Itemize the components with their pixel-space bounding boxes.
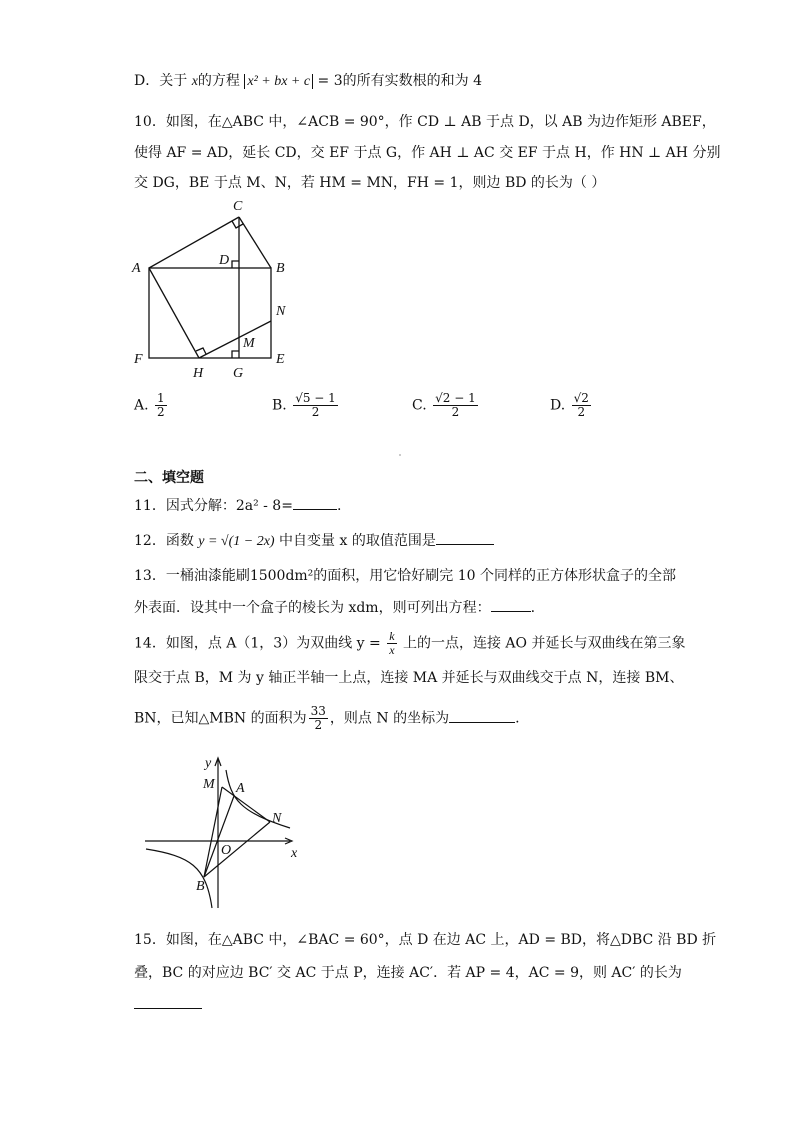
option-letter: D． xyxy=(134,73,160,89)
label-b: B xyxy=(276,261,285,276)
label-a: A xyxy=(132,261,141,276)
fraction xyxy=(155,392,167,419)
q12 xyxy=(134,530,494,552)
numerator: 33 xyxy=(310,704,326,718)
option-letter: C. xyxy=(412,397,427,414)
fraction-k-over-x xyxy=(387,630,396,657)
q10-figure xyxy=(130,192,430,392)
text: 的所有实数根的和为 4 xyxy=(342,73,482,89)
q14-line-3-after: ，则点 N 的坐标为 xyxy=(329,710,450,727)
q10-line-2: 使得 AF = AD，延长 CD，交 EF 于点 G，作 AH ⊥ AC 交 EF 于点 H，作 HN ⊥ AH 分别 xyxy=(134,145,721,161)
numerator: √2 xyxy=(573,391,589,405)
answer-blank xyxy=(449,708,515,723)
right-angle-g xyxy=(232,351,239,358)
q13-line-2 xyxy=(134,597,535,618)
numerator: 1 xyxy=(157,391,165,405)
q13-line-2-text: 外表面．设其中一个盒子的棱长为 xdm，则可列出方程： xyxy=(134,600,491,616)
q14-line-1-after: 上的一点，连接 AO 并延长与双曲线在第三象 xyxy=(398,635,686,652)
q10-line-3: 交 DG，BE 于点 M、N，若 HM = MN，FH = 1，则边 BD 的长为（ ） xyxy=(134,175,606,191)
label-e: E xyxy=(276,352,285,367)
q12-formula: y = √(1 − 2x) xyxy=(198,534,275,549)
label-m: M xyxy=(203,777,215,792)
denominator: x xyxy=(389,643,395,657)
fraction xyxy=(433,392,478,419)
label-m: M xyxy=(243,336,255,351)
answer-blank xyxy=(293,495,337,510)
answer-blank xyxy=(436,530,494,545)
q14-line-3 xyxy=(134,705,520,732)
q10-option-d xyxy=(550,392,593,419)
scan-speck xyxy=(399,454,401,456)
q10-option-c xyxy=(412,392,480,419)
numerator: k xyxy=(389,629,395,643)
right-angle-d xyxy=(232,261,239,268)
answer-blank xyxy=(134,994,202,1009)
fraction xyxy=(572,392,591,419)
q14-line-1 xyxy=(134,630,685,657)
numerator: √2 − 1 xyxy=(435,391,476,405)
right-angle-c xyxy=(232,221,243,228)
q14-line-1-text: 14．如图，点 A（1，3）为双曲线 y = xyxy=(134,635,386,652)
numerator: √5 − 1 xyxy=(295,391,336,405)
q10-line-1: 10．如图，在△ABC 中，∠ACB = 90°，作 CD ⊥ AB 于点 D，以 AB 为边作矩形 ABEF， xyxy=(134,114,716,130)
equation-rhs: = 3 xyxy=(317,73,343,89)
denominator: 2 xyxy=(311,405,320,419)
label-o: O xyxy=(221,843,232,858)
label-h: H xyxy=(193,366,204,381)
fraction xyxy=(293,392,338,419)
variable-x: x xyxy=(191,74,198,89)
answer-blank xyxy=(491,597,531,612)
segment-cb xyxy=(239,217,271,268)
q11-end: . xyxy=(336,498,342,514)
text: 的方程 xyxy=(197,73,240,89)
q12-suffix: 中自变量 x 的取值范围是 xyxy=(274,533,436,549)
segment-mn xyxy=(222,787,270,822)
q14-line-3-text: BN，已知△MBN 的面积为 xyxy=(134,710,307,727)
fraction-area xyxy=(309,705,328,732)
label-d: D xyxy=(219,253,230,268)
denominator: 2 xyxy=(451,405,460,419)
q14-line-2: 限交于点 B，M 为 y 轴正半轴一上点，连接 MA 并延长与双曲线交于点 N，连接 BM、 xyxy=(134,670,684,686)
option-letter: D. xyxy=(550,397,566,414)
label-a: A xyxy=(236,781,245,796)
label-n: N xyxy=(272,811,282,826)
q15-answer xyxy=(134,994,202,1015)
q14-end: . xyxy=(515,710,520,727)
q11-text: 11．因式分解：2a² - 8= xyxy=(134,498,293,514)
denominator: 2 xyxy=(157,405,165,419)
right-angle-h xyxy=(196,348,206,354)
label-f: F xyxy=(134,352,143,367)
label-b: B xyxy=(196,879,205,894)
q13-line-1: 13．一桶油漆能刷1500dm²的面积，用它恰好刷完 10 个同样的正方体形状盒子的全部 xyxy=(134,568,677,584)
label-x: x xyxy=(291,846,298,861)
denominator: 2 xyxy=(314,718,323,732)
q15-line-2: 叠，BC 的对应边 BC′ 交 AC 于点 P，连接 AC′．若 AP = 4，AC = 9，则 AC′ 的长为 xyxy=(134,965,682,981)
q12-prefix: 12．函数 xyxy=(134,533,199,549)
section-heading: 二、填空题 xyxy=(134,470,204,486)
label-y: y xyxy=(205,756,212,771)
denominator: 2 xyxy=(577,405,586,419)
q13-end: . xyxy=(530,600,536,616)
label-c: C xyxy=(233,199,243,214)
segment-ah xyxy=(149,268,199,358)
label-g: G xyxy=(233,366,244,381)
q15-line-1: 15．如图，在△ABC 中，∠BAC = 60°，点 D 在边 AC 上，AD = BD，将△DBC 沿 BD 折 xyxy=(134,932,717,948)
segment-hn xyxy=(199,321,271,358)
q14-figure xyxy=(140,752,320,912)
q10-option-b xyxy=(272,392,340,419)
text: 关于 xyxy=(159,73,188,89)
q10-option-a xyxy=(134,392,169,419)
option-letter: A. xyxy=(134,397,149,414)
label-n: N xyxy=(276,304,286,319)
option-letter: B. xyxy=(272,397,287,414)
q9-option-d xyxy=(134,71,482,92)
q11 xyxy=(134,495,341,516)
absolute-expression: x² + bx + c xyxy=(244,74,313,89)
